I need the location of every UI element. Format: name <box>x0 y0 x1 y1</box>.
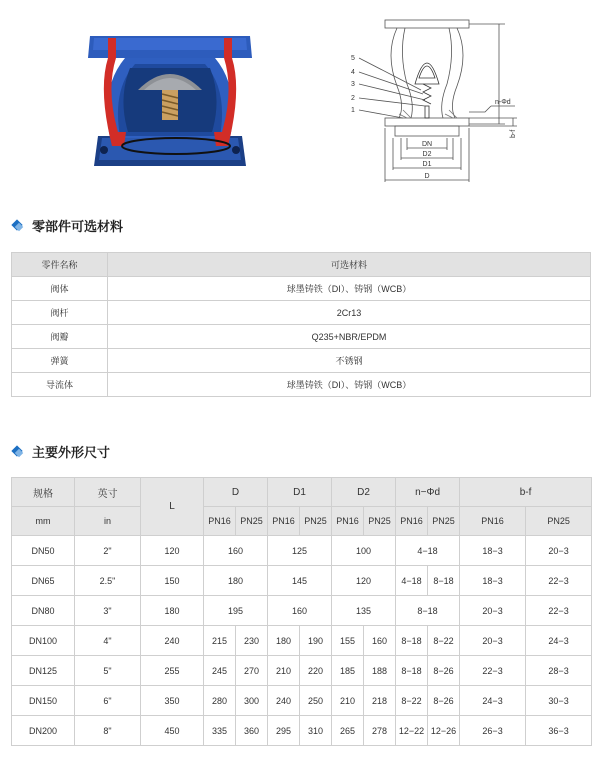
header-D1: D1 <box>268 478 332 507</box>
table-row <box>12 277 591 301</box>
header-nd: n−Φd <box>396 478 460 507</box>
table-row <box>12 686 592 716</box>
size-cell: DN125 <box>12 656 75 686</box>
header-spec: 规格 <box>12 478 75 507</box>
dimensions-title: 主要外形尺寸 <box>32 446 111 461</box>
material: 2Cr13 <box>108 301 591 325</box>
material: 不锈钢 <box>108 349 591 373</box>
d2-pn25-cell: 278 <box>364 716 396 746</box>
bf-pn16-cell: 20−3 <box>460 596 526 626</box>
nd-pn25-cell: 8−18 <box>428 566 460 596</box>
nd-cell: 4−18 <box>396 536 460 566</box>
materials-section-title <box>10 216 123 235</box>
pn16-label: PN16 <box>268 507 300 536</box>
nd-pn25-cell: 12−26 <box>428 716 460 746</box>
d2-cell: 135 <box>332 596 396 626</box>
d2-cell: 100 <box>332 536 396 566</box>
part-name: 阀体 <box>12 277 108 301</box>
dim-nd: n-Φd <box>495 99 511 106</box>
d2-pn25-cell: 188 <box>364 656 396 686</box>
d-pn16-cell: 245 <box>204 656 236 686</box>
d-pn16-cell: 280 <box>204 686 236 716</box>
table-row <box>12 566 592 596</box>
dim-dn: DN <box>421 141 433 148</box>
bf-pn25-cell: 22−3 <box>526 596 592 626</box>
part-name: 弹簧 <box>12 349 108 373</box>
d1-cell: 145 <box>268 566 332 596</box>
material: Q235+NBR/EPDM <box>108 325 591 349</box>
d2-pn25-cell: 160 <box>364 626 396 656</box>
table-row <box>12 536 592 566</box>
nd-pn16-cell: 4−18 <box>396 566 428 596</box>
table-row <box>12 596 592 626</box>
header-bf: b-f <box>460 478 592 507</box>
d1-pn16-cell: 210 <box>268 656 300 686</box>
bf-pn25-cell: 28−3 <box>526 656 592 686</box>
length-cell: 350 <box>141 686 204 716</box>
table-row <box>12 325 591 349</box>
table-row <box>12 301 591 325</box>
d1-cell: 125 <box>268 536 332 566</box>
materials-table <box>11 252 591 397</box>
d-cell: 180 <box>204 566 268 596</box>
pn16-label: PN16 <box>460 507 526 536</box>
size-cell: DN65 <box>12 566 75 596</box>
table-row <box>12 656 592 686</box>
part-label-1: 1 <box>351 107 355 114</box>
length-cell: 255 <box>141 656 204 686</box>
bf-pn16-cell: 26−3 <box>460 716 526 746</box>
length-cell: 240 <box>141 626 204 656</box>
d1-pn25-cell: 310 <box>300 716 332 746</box>
d1-pn16-cell: 240 <box>268 686 300 716</box>
table-row <box>12 626 592 656</box>
d1-pn25-cell: 190 <box>300 626 332 656</box>
bf-pn16-cell: 18−3 <box>460 566 526 596</box>
d-pn16-cell: 215 <box>204 626 236 656</box>
materials-header-row <box>12 253 591 277</box>
material: 球墨铸铁（DI）、铸钢（WCB） <box>108 277 591 301</box>
bf-pn25-cell: 24−3 <box>526 626 592 656</box>
diamond-bullet-icon <box>10 444 26 460</box>
part-label-2: 2 <box>351 95 355 102</box>
bf-pn16-cell: 24−3 <box>460 686 526 716</box>
dimensions-body <box>12 536 592 746</box>
part-name: 阀瓣 <box>12 325 108 349</box>
dimensions-header-row <box>12 478 592 507</box>
length-cell: 120 <box>141 536 204 566</box>
unit-in: in <box>75 507 141 536</box>
dim-d2: D2 <box>422 151 432 158</box>
size-cell: DN80 <box>12 596 75 626</box>
pn25-label: PN25 <box>428 507 460 536</box>
pn25-label: PN25 <box>300 507 332 536</box>
d-pn25-cell: 270 <box>236 656 268 686</box>
nd-pn25-cell: 8−26 <box>428 656 460 686</box>
dimensions-table <box>11 477 592 746</box>
part-label-3: 3 <box>351 81 355 88</box>
header-L: L <box>141 478 204 536</box>
pn25-label: PN25 <box>236 507 268 536</box>
inch-cell: 4" <box>75 626 141 656</box>
part-name: 阀杆 <box>12 301 108 325</box>
inch-cell: 6" <box>75 686 141 716</box>
size-cell: DN200 <box>12 716 75 746</box>
d2-pn16-cell: 210 <box>332 686 364 716</box>
part-name: 导流体 <box>12 373 108 397</box>
pn16-label: PN16 <box>204 507 236 536</box>
header-inch: 英寸 <box>75 478 141 507</box>
d-cell: 160 <box>204 536 268 566</box>
inch-cell: 2" <box>75 536 141 566</box>
nd-cell: 8−18 <box>396 596 460 626</box>
nd-pn16-cell: 12−22 <box>396 716 428 746</box>
header-D: D <box>204 478 268 507</box>
d2-pn25-cell: 218 <box>364 686 396 716</box>
diamond-bullet-icon <box>10 218 26 234</box>
pn16-label: PN16 <box>332 507 364 536</box>
nd-pn16-cell: 8−18 <box>396 656 428 686</box>
d-pn25-cell: 300 <box>236 686 268 716</box>
dimensions-subheader-row <box>12 507 592 536</box>
d1-pn25-cell: 250 <box>300 686 332 716</box>
d1-pn16-cell: 180 <box>268 626 300 656</box>
d1-pn25-cell: 220 <box>300 656 332 686</box>
inch-cell: 8" <box>75 716 141 746</box>
pn25-label: PN25 <box>526 507 592 536</box>
length-cell: 450 <box>141 716 204 746</box>
valve-cutaway-photo <box>80 28 260 178</box>
d2-pn16-cell: 155 <box>332 626 364 656</box>
nd-pn25-cell: 8−26 <box>428 686 460 716</box>
table-row <box>12 373 591 397</box>
d-pn16-cell: 335 <box>204 716 236 746</box>
d2-pn16-cell: 185 <box>332 656 364 686</box>
bf-pn16-cell: 22−3 <box>460 656 526 686</box>
d-pn25-cell: 360 <box>236 716 268 746</box>
header-material: 可选材料 <box>108 253 591 277</box>
inch-cell: 5" <box>75 656 141 686</box>
nd-pn16-cell: 8−18 <box>396 626 428 656</box>
dim-bf: b-f <box>510 129 517 138</box>
pn25-label: PN25 <box>364 507 396 536</box>
material: 球墨铸铁（DI）、铸钢（WCB） <box>108 373 591 397</box>
header-D2: D2 <box>332 478 396 507</box>
unit-mm: mm <box>12 507 75 536</box>
nd-pn25-cell: 8−22 <box>428 626 460 656</box>
inch-cell: 2.5" <box>75 566 141 596</box>
length-cell: 150 <box>141 566 204 596</box>
d2-pn16-cell: 265 <box>332 716 364 746</box>
length-cell: 180 <box>141 596 204 626</box>
part-label-4: 4 <box>351 69 355 76</box>
dimensions-section-title <box>10 442 110 461</box>
bf-pn16-cell: 18−3 <box>460 536 526 566</box>
table-row <box>12 716 592 746</box>
pn16-label: PN16 <box>396 507 428 536</box>
d1-pn16-cell: 295 <box>268 716 300 746</box>
bf-pn25-cell: 30−3 <box>526 686 592 716</box>
bf-pn16-cell: 20−3 <box>460 626 526 656</box>
materials-title: 零部件可选材料 <box>32 220 124 235</box>
d1-cell: 160 <box>268 596 332 626</box>
header-part-name: 零件名称 <box>12 253 108 277</box>
table-row <box>12 349 591 373</box>
bf-pn25-cell: 36−3 <box>526 716 592 746</box>
size-cell: DN150 <box>12 686 75 716</box>
inch-cell: 3" <box>75 596 141 626</box>
valve-section-drawing <box>345 14 525 192</box>
part-label-5: 5 <box>351 55 355 62</box>
size-cell: DN50 <box>12 536 75 566</box>
bf-pn25-cell: 20−3 <box>526 536 592 566</box>
bf-pn25-cell: 22−3 <box>526 566 592 596</box>
d-cell: 195 <box>204 596 268 626</box>
dim-d1: D1 <box>422 161 432 168</box>
d-pn25-cell: 230 <box>236 626 268 656</box>
d2-cell: 120 <box>332 566 396 596</box>
dim-d: D <box>424 173 430 180</box>
size-cell: DN100 <box>12 626 75 656</box>
nd-pn16-cell: 8−22 <box>396 686 428 716</box>
